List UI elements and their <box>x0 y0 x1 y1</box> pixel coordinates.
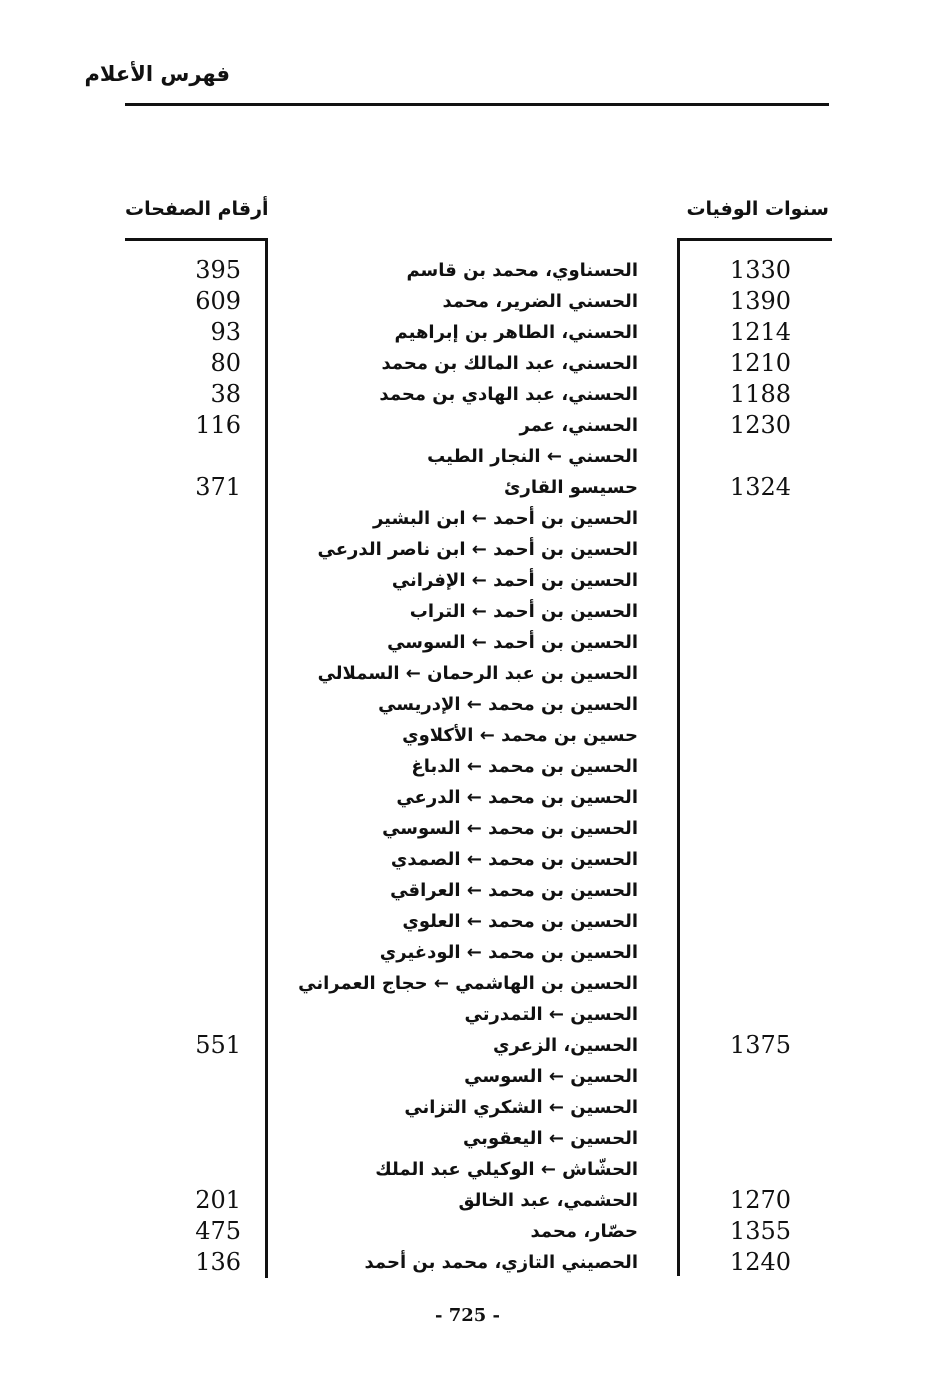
table-row <box>0 596 935 627</box>
table-row <box>0 1154 935 1185</box>
table-row <box>0 348 935 379</box>
table-row <box>0 658 935 689</box>
entry-name: حسيسو القارئ <box>503 477 638 498</box>
table-row <box>0 534 935 565</box>
death-year: 1214 <box>729 318 791 346</box>
page-number-footer: - 725 - <box>434 1305 501 1326</box>
page-reference: 201 <box>195 1186 241 1214</box>
death-year: 1270 <box>729 1186 791 1214</box>
page-reference: 395 <box>195 256 241 284</box>
table-row <box>0 937 935 968</box>
entry-name: الحصيني التازي، محمد بن أحمد <box>364 1252 638 1273</box>
entry-name: الحسين بن أحمد ← السوسي <box>387 632 638 653</box>
table-row <box>0 875 935 906</box>
entry-name: الحسين بن أحمد ← ابن البشير <box>372 508 638 529</box>
table-row <box>0 627 935 658</box>
death-year: 1240 <box>729 1248 791 1276</box>
page-reference: 116 <box>195 411 241 439</box>
entry-name: الحسين بن عبد الرحمان ← السملالي <box>317 663 638 684</box>
page-reference: 609 <box>195 287 241 315</box>
entry-name: الحسين بن محمد ← الودغيري <box>379 942 638 963</box>
page-reference: 136 <box>195 1248 241 1276</box>
entry-name: الحسين بن محمد ← العراقي <box>390 880 638 901</box>
table-row <box>0 782 935 813</box>
table-row <box>0 999 935 1030</box>
table-row <box>0 1247 935 1278</box>
death-year: 1390 <box>729 287 791 315</box>
table-row <box>0 844 935 875</box>
page-reference: 371 <box>195 473 241 501</box>
entry-name: الحسني ← النجار الطيب <box>427 446 638 467</box>
table-row <box>0 968 935 999</box>
table-row <box>0 441 935 472</box>
death-years-column-header: سنوات الوفيات <box>686 198 829 220</box>
death-year: 1375 <box>729 1031 791 1059</box>
entry-name: الحسناوي، محمد بن قاسم <box>406 260 638 281</box>
table-row <box>0 689 935 720</box>
years-column-top-rule <box>677 238 832 241</box>
page-header-title: فهرس الأعلام <box>84 62 230 86</box>
table-row <box>0 472 935 503</box>
entry-name: الحسين بن محمد ← العلوي <box>402 911 638 932</box>
entry-name: الحسين بن أحمد ← ابن ناصر الدرعي <box>317 539 638 560</box>
index-entries <box>0 255 935 1278</box>
entry-name: الحسين بن محمد ← الصمدي <box>390 849 638 870</box>
table-row <box>0 1123 935 1154</box>
table-row <box>0 751 935 782</box>
table-row <box>0 286 935 317</box>
table-row <box>0 410 935 441</box>
entry-name: الحسني، عبد الهادي بن محمد <box>379 384 638 405</box>
page-reference: 38 <box>210 380 241 408</box>
entry-name: الحسين بن محمد ← الدباغ <box>411 756 638 777</box>
entry-name: الحسين بن أحمد ← الإفراني <box>391 570 638 591</box>
entry-name: الحسين، الزعري <box>493 1035 638 1056</box>
table-row <box>0 1092 935 1123</box>
entry-name: الحسين بن محمد ← الدرعي <box>396 787 638 808</box>
death-year: 1188 <box>729 380 791 408</box>
entry-name: الحسين ← السوسي <box>464 1066 638 1087</box>
table-row <box>0 906 935 937</box>
page-reference: 475 <box>195 1217 241 1245</box>
table-row <box>0 813 935 844</box>
death-year: 1330 <box>729 256 791 284</box>
table-row <box>0 1061 935 1092</box>
entry-name: حسين بن محمد ← الأكلاوي <box>402 725 638 746</box>
entry-name: الحسني، الطاهر بن إبراهيم <box>394 322 638 343</box>
death-year: 1355 <box>729 1217 791 1245</box>
page-numbers-column-header: أرقام الصفحات <box>125 198 269 220</box>
page-reference: 80 <box>210 349 241 377</box>
pages-column-top-rule <box>125 238 268 241</box>
header-rule <box>125 103 829 106</box>
entry-name: الحسين بن الهاشمي ← حجاج العمراني <box>298 973 638 994</box>
table-row <box>0 255 935 286</box>
table-row <box>0 1185 935 1216</box>
page-reference: 551 <box>195 1031 241 1059</box>
page-reference: 93 <box>210 318 241 346</box>
entry-name: الحشمي، عبد الخالق <box>458 1190 638 1211</box>
entry-name: الحشّاش ← الوكيلي عبد الملك <box>375 1159 638 1180</box>
table-row <box>0 503 935 534</box>
table-row <box>0 1216 935 1247</box>
entry-name: الحسني، عمر <box>519 415 638 436</box>
table-row <box>0 720 935 751</box>
table-row <box>0 317 935 348</box>
death-year: 1210 <box>729 349 791 377</box>
entry-name: حصّار، محمد <box>530 1221 638 1242</box>
entry-name: الحسين بن أحمد ← التراب <box>409 601 638 622</box>
entry-name: الحسني الضرير، محمد <box>442 291 638 312</box>
death-year: 1324 <box>729 473 791 501</box>
table-row <box>0 379 935 410</box>
death-year: 1230 <box>729 411 791 439</box>
entry-name: الحسين ← التمدرتي <box>464 1004 638 1025</box>
table-row <box>0 565 935 596</box>
entry-name: الحسين بن محمد ← الإدريسي <box>378 694 638 715</box>
entry-name: الحسين ← الشكري التزاني <box>404 1097 638 1118</box>
entry-name: الحسين بن محمد ← السوسي <box>382 818 638 839</box>
entry-name: الحسني، عبد المالك بن محمد <box>381 353 638 374</box>
entry-name: الحسين ← اليعقوبي <box>462 1128 638 1149</box>
table-row <box>0 1030 935 1061</box>
